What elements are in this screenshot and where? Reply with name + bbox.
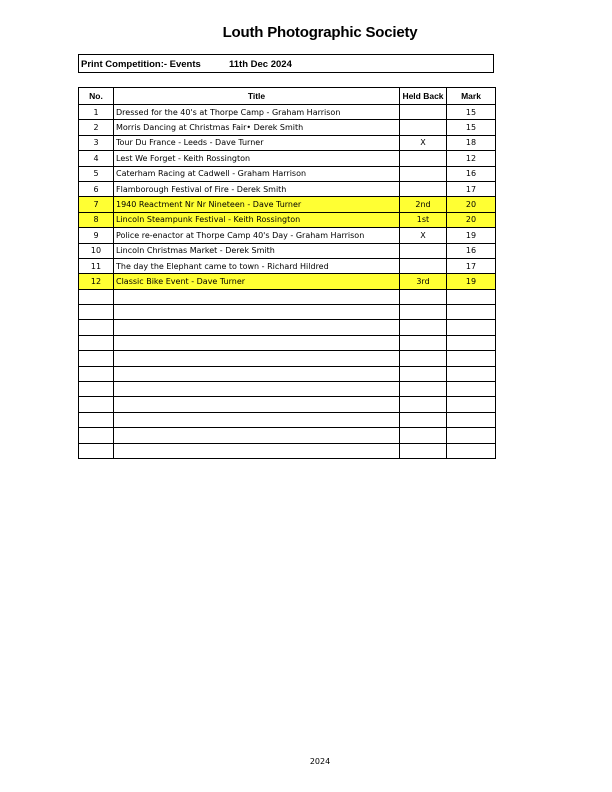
cell-title: The day the Elephant came to town - Richard Hildred <box>114 258 400 273</box>
cell-held-back <box>400 120 447 135</box>
empty-cell <box>400 412 447 427</box>
empty-cell <box>79 366 114 381</box>
cell-mark: 16 <box>447 243 496 258</box>
table-row <box>79 258 496 273</box>
empty-cell <box>400 351 447 366</box>
cell-mark: 17 <box>447 181 496 196</box>
empty-cell <box>447 335 496 350</box>
cell-held-back: 2nd <box>400 197 447 212</box>
cell-mark: 19 <box>447 274 496 289</box>
empty-cell <box>114 397 400 412</box>
cell-title: Caterham Racing at Cadwell - Graham Harrison <box>114 166 400 181</box>
empty-table-row <box>79 443 496 458</box>
empty-cell <box>447 412 496 427</box>
cell-mark: 20 <box>447 197 496 212</box>
cell-mark: 19 <box>447 228 496 243</box>
competition-header-box <box>78 54 494 73</box>
cell-title: Dressed for the 40's at Thorpe Camp - Graham Harrison <box>114 105 400 120</box>
empty-cell <box>79 305 114 320</box>
column-header-mark: Mark <box>447 88 496 105</box>
empty-cell <box>447 351 496 366</box>
cell-mark: 20 <box>447 212 496 227</box>
empty-cell <box>400 443 447 458</box>
cell-no: 9 <box>79 228 114 243</box>
competition-label: Print Competition:- Events <box>81 59 201 70</box>
cell-title: Classic Bike Event - Dave Turner <box>114 274 400 289</box>
empty-table-row <box>79 428 496 443</box>
empty-cell <box>447 382 496 397</box>
empty-cell <box>79 320 114 335</box>
cell-no: 4 <box>79 151 114 166</box>
cell-no: 5 <box>79 166 114 181</box>
empty-cell <box>400 289 447 304</box>
results-table <box>78 87 496 459</box>
cell-no: 3 <box>79 135 114 150</box>
empty-cell <box>114 335 400 350</box>
cell-held-back <box>400 166 447 181</box>
empty-table-row <box>79 289 496 304</box>
empty-cell <box>447 397 496 412</box>
cell-held-back: X <box>400 228 447 243</box>
table-row <box>79 120 496 135</box>
cell-held-back: 1st <box>400 212 447 227</box>
empty-cell <box>79 412 114 427</box>
cell-title: Flamborough Festival of Fire - Derek Smith <box>114 181 400 196</box>
empty-cell <box>79 351 114 366</box>
cell-held-back <box>400 243 447 258</box>
table-row <box>79 274 496 289</box>
empty-table-row <box>79 320 496 335</box>
cell-held-back <box>400 105 447 120</box>
empty-cell <box>114 320 400 335</box>
cell-title: Lincoln Christmas Market - Derek Smith <box>114 243 400 258</box>
empty-table-row <box>79 305 496 320</box>
empty-table-row <box>79 335 496 350</box>
empty-cell <box>447 320 496 335</box>
empty-cell <box>114 428 400 443</box>
table-row <box>79 166 496 181</box>
column-header-title: Title <box>114 88 400 105</box>
empty-cell <box>400 428 447 443</box>
empty-table-row <box>79 366 496 381</box>
column-header-held-back: Held Back <box>400 88 447 105</box>
cell-no: 8 <box>79 212 114 227</box>
table-row <box>79 228 496 243</box>
competition-date: 11th Dec 2024 <box>229 59 292 70</box>
table-body <box>79 105 496 459</box>
table-row <box>79 105 496 120</box>
cell-mark: 17 <box>447 258 496 273</box>
empty-cell <box>400 382 447 397</box>
empty-cell <box>79 397 114 412</box>
empty-cell <box>79 335 114 350</box>
empty-cell <box>114 366 400 381</box>
cell-mark: 18 <box>447 135 496 150</box>
cell-no: 10 <box>79 243 114 258</box>
cell-no: 1 <box>79 105 114 120</box>
cell-mark: 16 <box>447 166 496 181</box>
empty-cell <box>447 305 496 320</box>
cell-no: 12 <box>79 274 114 289</box>
cell-title: Police re-enactor at Thorpe Camp 40's Day - Graham Harrison <box>114 228 400 243</box>
empty-cell <box>79 382 114 397</box>
table-row <box>79 197 496 212</box>
cell-held-back: X <box>400 135 447 150</box>
table-row <box>79 181 496 196</box>
cell-no: 2 <box>79 120 114 135</box>
empty-cell <box>447 443 496 458</box>
empty-cell <box>114 382 400 397</box>
cell-no: 11 <box>79 258 114 273</box>
table-row <box>79 212 496 227</box>
empty-table-row <box>79 397 496 412</box>
empty-cell <box>114 351 400 366</box>
cell-mark: 15 <box>447 105 496 120</box>
empty-cell <box>114 412 400 427</box>
cell-no: 7 <box>79 197 114 212</box>
cell-mark: 15 <box>447 120 496 135</box>
empty-cell <box>400 397 447 412</box>
cell-title: Lincoln Steampunk Festival - Keith Rossington <box>114 212 400 227</box>
table-row <box>79 243 496 258</box>
empty-cell <box>400 320 447 335</box>
cell-title: Morris Dancing at Christmas Fair• Derek Smith <box>114 120 400 135</box>
table-header-row <box>79 88 496 105</box>
empty-cell <box>400 335 447 350</box>
cell-title: 1940 Reactment Nr Nr Nineteen - Dave Turner <box>114 197 400 212</box>
cell-no: 6 <box>79 181 114 196</box>
table-row <box>79 135 496 150</box>
empty-cell <box>79 428 114 443</box>
empty-cell <box>79 443 114 458</box>
table-row <box>79 151 496 166</box>
cell-mark: 12 <box>447 151 496 166</box>
empty-table-row <box>79 382 496 397</box>
empty-cell <box>447 289 496 304</box>
footer-year: 2024 <box>309 757 331 766</box>
empty-cell <box>114 289 400 304</box>
cell-held-back: 3rd <box>400 274 447 289</box>
page-title: Louth Photographic Society <box>222 24 418 41</box>
empty-cell <box>400 305 447 320</box>
cell-title: Lest We Forget - Keith Rossington <box>114 151 400 166</box>
empty-cell <box>114 305 400 320</box>
empty-cell <box>447 428 496 443</box>
cell-title: Tour Du France - Leeds - Dave Turner <box>114 135 400 150</box>
empty-cell <box>447 366 496 381</box>
empty-table-row <box>79 412 496 427</box>
cell-held-back <box>400 181 447 196</box>
column-header-no: No. <box>79 88 114 105</box>
empty-cell <box>114 443 400 458</box>
empty-cell <box>79 289 114 304</box>
empty-table-row <box>79 351 496 366</box>
cell-held-back <box>400 151 447 166</box>
empty-cell <box>400 366 447 381</box>
cell-held-back <box>400 258 447 273</box>
